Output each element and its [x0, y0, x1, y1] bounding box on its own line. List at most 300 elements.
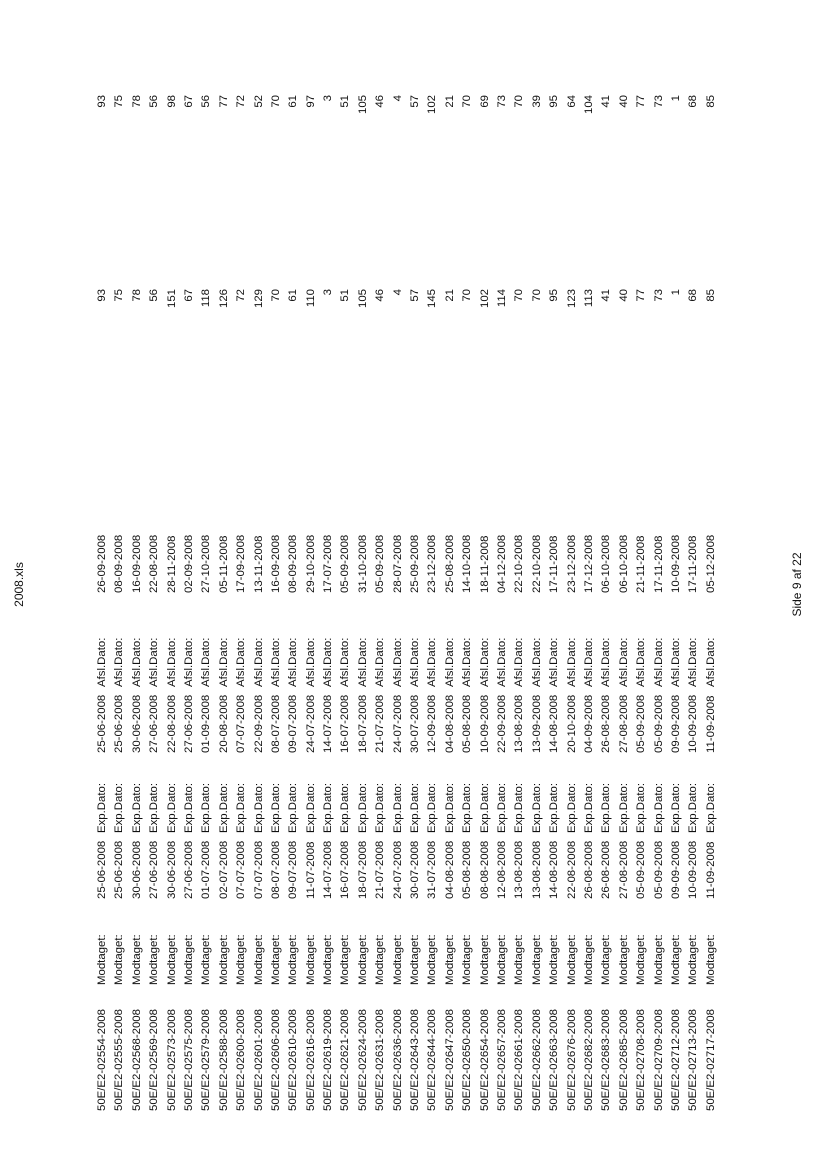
days-net: 70: [269, 95, 282, 108]
received-label: Modtaget:: [374, 934, 387, 985]
days-total: 105: [356, 289, 369, 309]
exp-date: 30-06-2008: [165, 840, 178, 899]
end-date: 05-09-2008: [374, 534, 387, 593]
days-total: 123: [565, 289, 578, 309]
exp-date: 05-08-2008: [461, 840, 474, 899]
exp-date: 14-07-2008: [322, 840, 335, 899]
record-id: 50E/E2-02554-2008: [96, 1009, 108, 1111]
days-total: 21: [443, 289, 456, 302]
afsl-label: Afsl.Dato:: [635, 637, 648, 687]
received-label: Modtaget:: [669, 934, 682, 985]
table-row: [651, 11, 668, 1111]
table-row: [251, 11, 268, 1111]
days-net: 75: [113, 95, 126, 108]
record-id: 50E/E2-02616-2008: [304, 1009, 317, 1111]
end-date: 26-09-2008: [96, 534, 108, 593]
received-label: Modtaget:: [495, 934, 508, 985]
afsl-date: 08-07-2008: [269, 694, 282, 753]
exp-date: 30-07-2008: [409, 840, 422, 899]
received-label: Modtaget:: [200, 934, 213, 985]
exp-date: 27-08-2008: [617, 840, 630, 899]
afsl-date: 27-08-2008: [617, 694, 630, 753]
days-net: 104: [582, 95, 595, 115]
record-id: 50E/E2-02631-2008: [374, 1009, 387, 1111]
record-id: 50E/E2-02644-2008: [426, 1009, 439, 1111]
days-net: 57: [409, 95, 422, 108]
record-id: 50E/E2-02636-2008: [391, 1009, 404, 1111]
received-label: Modtaget:: [148, 934, 161, 985]
record-id: 50E/E2-02610-2008: [287, 1009, 300, 1111]
afsl-label: Afsl.Dato:: [391, 637, 404, 687]
afsl-date: 09-07-2008: [287, 694, 300, 753]
end-date: 23-12-2008: [565, 534, 578, 593]
days-total: 126: [217, 289, 230, 309]
days-net: 51: [339, 95, 352, 108]
record-id: 50E/E2-02588-2008: [217, 1009, 230, 1111]
days-total: 118: [200, 289, 213, 308]
afsl-label: Afsl.Dato:: [548, 637, 561, 687]
days-net: 1: [669, 95, 682, 102]
days-total: 41: [600, 289, 613, 302]
afsl-date: 01-09-2008: [200, 694, 213, 753]
record-id: 50E/E2-02647-2008: [443, 1009, 456, 1111]
table-row: [494, 11, 511, 1111]
afsl-date: 16-07-2008: [339, 694, 352, 753]
received-label: Modtaget:: [635, 934, 648, 985]
end-date: 22-10-2008: [530, 534, 543, 593]
days-total: 114: [495, 289, 508, 308]
days-total: 77: [635, 289, 648, 302]
received-label: Modtaget:: [304, 934, 317, 985]
end-date: 13-11-2008: [252, 535, 265, 593]
days-net: 73: [495, 95, 508, 108]
days-net: 56: [200, 95, 213, 108]
table-row: [564, 11, 581, 1111]
days-net: 73: [652, 95, 665, 108]
afsl-date: 27-06-2008: [148, 694, 161, 753]
afsl-label: Afsl.Dato:: [409, 637, 422, 687]
afsl-date: 20-10-2008: [565, 694, 578, 753]
end-date: 22-10-2008: [513, 534, 526, 593]
received-label: Modtaget:: [565, 934, 578, 985]
received-label: Modtaget:: [130, 934, 143, 985]
exp-label: Exp.Dato:: [182, 782, 195, 833]
afsl-label: Afsl.Dato:: [600, 637, 613, 687]
table-row: [372, 11, 389, 1111]
end-date: 18-11-2008: [478, 535, 491, 593]
afsl-label: Afsl.Dato:: [443, 637, 456, 687]
exp-label: Exp.Dato:: [409, 782, 422, 833]
afsl-label: Afsl.Dato:: [565, 637, 578, 687]
end-date: 17-12-2008: [582, 534, 595, 593]
exp-date: 26-08-2008: [600, 840, 613, 899]
days-total: 75: [113, 289, 126, 302]
table-row: [320, 11, 337, 1111]
exp-date: 02-07-2008: [217, 840, 230, 899]
afsl-date: 14-08-2008: [548, 694, 561, 753]
days-net: 98: [165, 95, 178, 108]
afsl-label: Afsl.Dato:: [339, 637, 352, 687]
end-date: 29-10-2008: [304, 534, 317, 593]
received-label: Modtaget:: [235, 934, 248, 985]
end-date: 28-11-2008: [165, 535, 178, 593]
record-id: 50E/E2-02575-2008: [182, 1009, 195, 1111]
afsl-date: 30-07-2008: [409, 694, 422, 753]
table-row: [442, 11, 459, 1111]
table-row: [390, 11, 407, 1111]
exp-label: Exp.Dato:: [130, 782, 143, 833]
end-date: 31-10-2008: [356, 534, 369, 593]
afsl-date: 05-09-2008: [652, 694, 665, 753]
afsl-date: 10-09-2008: [478, 694, 491, 753]
days-total: 40: [617, 289, 630, 302]
table-row: [633, 11, 650, 1111]
exp-label: Exp.Dato:: [426, 782, 439, 833]
days-net: 70: [513, 95, 526, 108]
table-row: [111, 11, 128, 1111]
exp-date: 13-08-2008: [513, 840, 526, 899]
received-label: Modtaget:: [426, 934, 439, 985]
record-id: 50E/E2-02654-2008: [478, 1009, 491, 1111]
afsl-label: Afsl.Dato:: [582, 637, 595, 687]
table-row: [268, 11, 285, 1111]
exp-label: Exp.Dato:: [96, 782, 108, 833]
end-date: 04-12-2008: [495, 534, 508, 593]
days-total: 68: [687, 289, 700, 302]
records-table: [94, 11, 720, 1111]
received-label: Modtaget:: [513, 934, 526, 985]
table-row: [477, 11, 494, 1111]
exp-label: Exp.Dato:: [635, 782, 648, 833]
days-net: 68: [687, 95, 700, 108]
exp-label: Exp.Dato:: [304, 782, 317, 833]
days-total: 70: [461, 289, 474, 302]
days-net: 39: [530, 95, 543, 108]
end-date: 05-12-2008: [704, 534, 717, 593]
afsl-label: Afsl.Dato:: [148, 637, 161, 687]
exp-label: Exp.Dato:: [600, 782, 613, 833]
afsl-date: 25-06-2008: [96, 694, 108, 753]
exp-date: 27-06-2008: [182, 840, 195, 899]
afsl-date: 25-06-2008: [113, 694, 126, 753]
days-net: 40: [617, 95, 630, 108]
record-id: 50E/E2-02573-2008: [165, 1009, 178, 1111]
table-row: [529, 11, 546, 1111]
days-total: 129: [252, 289, 265, 309]
afsl-date: 21-07-2008: [374, 694, 387, 753]
received-label: Modtaget:: [269, 934, 282, 985]
record-id: 50E/E2-02569-2008: [148, 1009, 161, 1111]
page-header-filename: 2008.xls: [12, 562, 26, 607]
afsl-date: 11-09-2008: [704, 695, 717, 753]
end-date: 06-10-2008: [617, 534, 630, 593]
days-total: 70: [513, 289, 526, 302]
received-label: Modtaget:: [96, 934, 108, 985]
days-net: 78: [130, 95, 143, 108]
end-date: 10-09-2008: [669, 534, 682, 593]
exp-date: 11-07-2008: [304, 841, 317, 899]
received-label: Modtaget:: [391, 934, 404, 985]
end-date: 17-07-2008: [322, 534, 335, 593]
afsl-date: 13-09-2008: [530, 694, 543, 753]
exp-date: 07-07-2008: [252, 840, 265, 899]
exp-label: Exp.Dato:: [391, 782, 404, 833]
days-net: 95: [548, 95, 561, 108]
exp-label: Exp.Dato:: [113, 782, 126, 833]
afsl-date: 22-09-2008: [495, 694, 508, 753]
days-total: 145: [426, 289, 439, 309]
end-date: 17-09-2008: [235, 534, 248, 593]
afsl-date: 30-06-2008: [130, 694, 143, 753]
exp-label: Exp.Dato:: [548, 782, 561, 833]
exp-label: Exp.Dato:: [582, 782, 595, 833]
days-total: 4: [391, 289, 404, 296]
exp-date: 08-08-2008: [478, 840, 491, 899]
received-label: Modtaget:: [530, 934, 543, 985]
record-id: 50E/E2-02624-2008: [356, 1009, 369, 1111]
exp-label: Exp.Dato:: [287, 782, 300, 833]
afsl-date: 12-09-2008: [426, 694, 439, 753]
exp-date: 13-08-2008: [530, 840, 543, 899]
days-net: 70: [461, 95, 474, 108]
exp-label: Exp.Dato:: [652, 782, 665, 833]
received-label: Modtaget:: [252, 934, 265, 985]
afsl-label: Afsl.Dato:: [235, 637, 248, 687]
afsl-label: Afsl.Dato:: [200, 637, 213, 687]
afsl-date: 26-08-2008: [600, 694, 613, 753]
exp-date: 05-09-2008: [652, 840, 665, 899]
exp-date: 25-06-2008: [113, 840, 126, 899]
end-date: 17-11-2008: [687, 535, 700, 593]
end-date: 14-10-2008: [461, 534, 474, 593]
afsl-date: 20-08-2008: [217, 694, 230, 753]
exp-date: 27-06-2008: [148, 840, 161, 899]
exp-label: Exp.Dato:: [269, 782, 282, 833]
table-row: [511, 11, 528, 1111]
table-row: [233, 11, 250, 1111]
exp-label: Exp.Dato:: [356, 782, 369, 833]
days-net: 105: [356, 95, 369, 115]
record-id: 50E/E2-02600-2008: [235, 1009, 248, 1111]
afsl-date: 27-06-2008: [182, 694, 195, 753]
end-date: 17-11-2008: [548, 535, 561, 593]
days-total: 85: [704, 289, 717, 302]
exp-label: Exp.Dato:: [148, 782, 161, 833]
exp-label: Exp.Dato:: [322, 782, 335, 833]
afsl-date: 14-07-2008: [322, 694, 335, 753]
table-row: [598, 11, 615, 1111]
afsl-label: Afsl.Dato:: [461, 637, 474, 687]
afsl-label: Afsl.Dato:: [426, 637, 439, 687]
end-date: 28-07-2008: [391, 534, 404, 593]
end-date: 05-11-2008: [217, 535, 230, 593]
exp-label: Exp.Dato:: [617, 782, 630, 833]
afsl-date: 24-07-2008: [391, 694, 404, 753]
afsl-label: Afsl.Dato:: [304, 637, 317, 687]
table-row: [668, 11, 685, 1111]
afsl-date: 13-08-2008: [513, 694, 526, 753]
days-total: 78: [130, 289, 143, 302]
record-id: 50E/E2-02712-2008: [669, 1009, 682, 1111]
end-date: 02-09-2008: [182, 534, 195, 593]
afsl-label: Afsl.Dato:: [252, 637, 265, 687]
afsl-date: 05-09-2008: [635, 694, 648, 753]
exp-date: 18-07-2008: [356, 840, 369, 899]
record-id: 50E/E2-02621-2008: [339, 1009, 352, 1111]
table-row: [616, 11, 633, 1111]
table-row: [581, 11, 598, 1111]
exp-label: Exp.Dato:: [669, 782, 682, 833]
exp-label: Exp.Dato:: [704, 782, 717, 833]
afsl-label: Afsl.Dato:: [495, 637, 508, 687]
afsl-label: Afsl.Dato:: [130, 637, 143, 687]
record-id: 50E/E2-02663-2008: [548, 1009, 561, 1111]
exp-label: Exp.Dato:: [165, 782, 178, 833]
days-total: 70: [269, 289, 282, 302]
received-label: Modtaget:: [687, 934, 700, 985]
afsl-label: Afsl.Dato:: [669, 637, 682, 687]
received-label: Modtaget:: [182, 934, 195, 985]
record-id: 50E/E2-02708-2008: [635, 1009, 648, 1111]
record-id: 50E/E2-02662-2008: [530, 1009, 543, 1111]
end-date: 08-09-2008: [113, 534, 126, 593]
end-date: 05-09-2008: [339, 534, 352, 593]
days-net: 85: [704, 95, 717, 108]
days-total: 151: [165, 289, 178, 309]
record-id: 50E/E2-02568-2008: [130, 1009, 143, 1111]
days-net: 3: [322, 95, 335, 102]
exp-label: Exp.Dato:: [200, 782, 213, 833]
record-id: 50E/E2-02676-2008: [565, 1009, 578, 1111]
end-date: 23-12-2008: [426, 534, 439, 593]
end-date: 25-09-2008: [409, 534, 422, 593]
exp-date: 11-09-2008: [704, 841, 717, 899]
page-footer-number: Side 9 af 22: [790, 552, 804, 617]
days-total: 56: [148, 289, 161, 302]
end-date: 21-11-2008: [635, 535, 648, 593]
days-net: 56: [148, 95, 161, 108]
record-id: 50E/E2-02717-2008: [704, 1009, 717, 1111]
exp-label: Exp.Dato:: [495, 782, 508, 833]
days-total: 72: [235, 289, 248, 302]
afsl-label: Afsl.Dato:: [356, 637, 369, 687]
afsl-label: Afsl.Dato:: [374, 637, 387, 687]
afsl-label: Afsl.Dato:: [687, 637, 700, 687]
days-net: 97: [304, 95, 317, 108]
days-net: 46: [374, 95, 387, 108]
received-label: Modtaget:: [287, 934, 300, 985]
afsl-label: Afsl.Dato:: [96, 637, 108, 687]
table-row: [355, 11, 372, 1111]
end-date: 16-09-2008: [130, 534, 143, 593]
exp-date: 04-08-2008: [443, 840, 456, 899]
table-row: [303, 11, 320, 1111]
exp-date: 24-07-2008: [391, 840, 404, 899]
days-net: 64: [565, 95, 578, 108]
exp-date: 31-07-2008: [426, 840, 439, 899]
exp-date: 07-07-2008: [235, 840, 248, 899]
end-date: 08-09-2008: [287, 534, 300, 593]
received-label: Modtaget:: [443, 934, 456, 985]
days-total: 1: [669, 289, 682, 296]
afsl-label: Afsl.Dato:: [652, 637, 665, 687]
days-total: 70: [530, 289, 543, 302]
exp-date: 01-07-2008: [200, 840, 213, 899]
days-total: 110: [304, 289, 317, 308]
record-id: 50E/E2-02661-2008: [513, 1009, 526, 1111]
days-net: 93: [96, 95, 108, 108]
afsl-label: Afsl.Dato:: [617, 637, 630, 687]
days-total: 67: [182, 289, 195, 302]
table-row: [459, 11, 476, 1111]
exp-label: Exp.Dato:: [443, 782, 456, 833]
table-row: [546, 11, 563, 1111]
afsl-date: 22-09-2008: [252, 694, 265, 753]
end-date: 25-08-2008: [443, 534, 456, 593]
afsl-date: 10-09-2008: [687, 694, 700, 753]
record-id: 50E/E2-02606-2008: [269, 1009, 282, 1111]
received-label: Modtaget:: [600, 934, 613, 985]
exp-date: 21-07-2008: [374, 840, 387, 899]
days-net: 69: [478, 95, 491, 108]
days-total: 61: [287, 289, 300, 302]
record-id: 50E/E2-02709-2008: [652, 1009, 665, 1111]
exp-label: Exp.Dato:: [252, 782, 265, 833]
afsl-date: 22-08-2008: [165, 694, 178, 753]
received-label: Modtaget:: [113, 934, 126, 985]
days-net: 102: [426, 95, 439, 115]
received-label: Modtaget:: [356, 934, 369, 985]
days-net: 77: [635, 95, 648, 108]
table-row: [94, 11, 111, 1111]
afsl-label: Afsl.Dato:: [165, 637, 178, 687]
afsl-label: Afsl.Dato:: [287, 637, 300, 687]
received-label: Modtaget:: [217, 934, 230, 985]
days-net: 67: [182, 95, 195, 108]
exp-date: 10-09-2008: [687, 840, 700, 899]
received-label: Modtaget:: [322, 934, 335, 985]
afsl-label: Afsl.Dato:: [217, 637, 230, 687]
record-id: 50E/E2-02685-2008: [617, 1009, 630, 1111]
days-net: 21: [443, 95, 456, 108]
record-id: 50E/E2-02682-2008: [582, 1009, 595, 1111]
table-row: [216, 11, 233, 1111]
exp-label: Exp.Dato:: [478, 782, 491, 833]
afsl-label: Afsl.Dato:: [530, 637, 543, 687]
end-date: 16-09-2008: [269, 534, 282, 593]
received-label: Modtaget:: [652, 934, 665, 985]
days-net: 4: [391, 95, 404, 102]
exp-label: Exp.Dato:: [339, 782, 352, 833]
table-row: [424, 11, 441, 1111]
days-total: 113: [582, 289, 595, 308]
end-date: 22-08-2008: [148, 534, 161, 593]
record-id: 50E/E2-02555-2008: [113, 1009, 126, 1111]
afsl-label: Afsl.Dato:: [478, 637, 491, 687]
exp-date: 22-08-2008: [565, 840, 578, 899]
exp-label: Exp.Dato:: [530, 782, 543, 833]
afsl-date: 04-09-2008: [582, 694, 595, 753]
record-id: 50E/E2-02650-2008: [461, 1009, 474, 1111]
exp-date: 14-08-2008: [548, 840, 561, 899]
days-net: 52: [252, 95, 265, 108]
table-row: [146, 11, 163, 1111]
table-row: [407, 11, 424, 1111]
exp-date: 25-06-2008: [96, 840, 108, 899]
exp-date: 16-07-2008: [339, 840, 352, 899]
days-net: 77: [217, 95, 230, 108]
received-label: Modtaget:: [461, 934, 474, 985]
